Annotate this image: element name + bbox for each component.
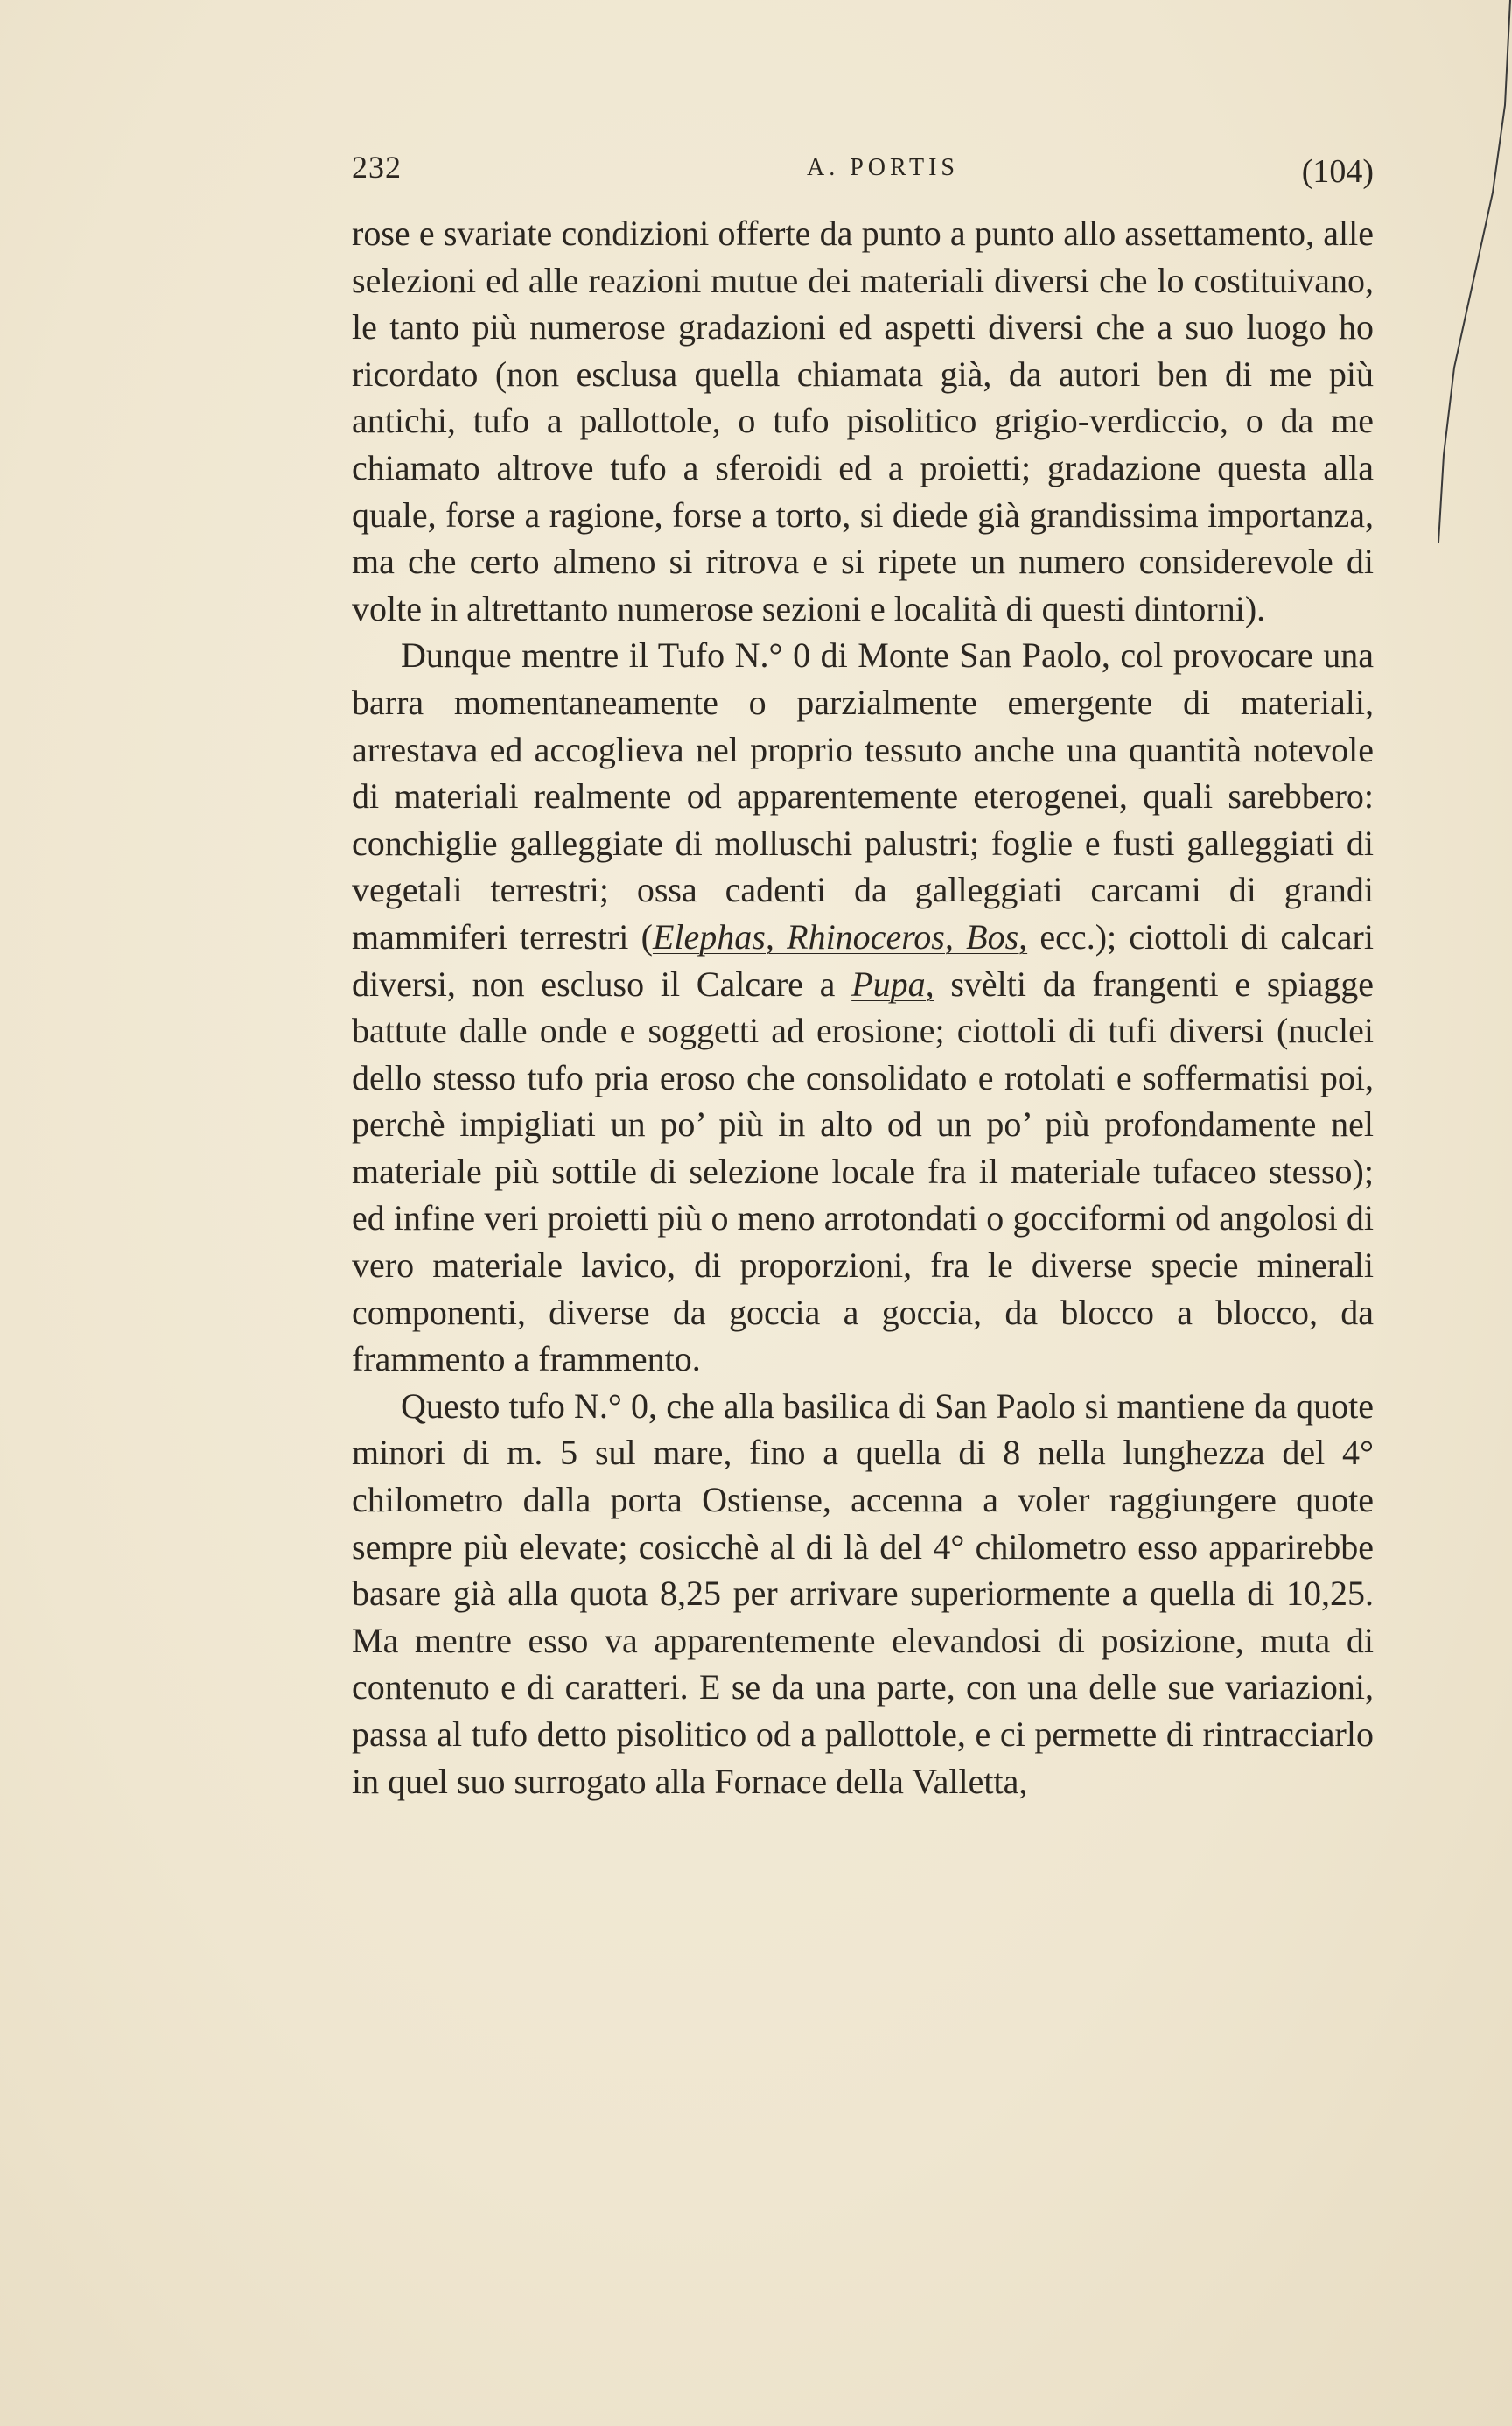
text-segment: rose e svariate condizioni offerte da punto a punto allo assettamento, alle selezioni ed alle reazioni mutue dei materiali diversi che lo costituivano, le tanto più numerose gradazioni ed aspetti diversi che a suo luogo ho ricordato (non esclusa quella chiamata già, da autori ben di me più antichi, tufo a pallottole, o tufo pisolitico grigio-verdiccio, o da me chiamato altrove tufo a sferoidi ed a proietti; gradazione questa alla quale, forse a ragione, forse a torto, si diede già grandissima importanza, ma che certo almeno si ritrova e si ripete un numero considerevole di volte in altrettanto numerose sezioni e località di questi dintorni). — [352, 214, 1374, 628]
page-number: 232 — [352, 150, 402, 185]
page-edge-line — [1390, 0, 1512, 2426]
text-segment: Questo tufo N.° 0, che alla basilica di San Paolo si mantiene da quote minori di m. 5 sul mare, fino a quella di 8 nella lunghezza del 4° chilometro dalla porta Ostiense, accenna a voler raggiungere quote sempre più elevate; cosicchè al di là del 4° chilometro esso apparirebbe basare già alla quota 8,25 per arrivare superiormente a quella di 10,25. Ma mentre esso va apparentemente elevandosi di posizione, muta di contenuto e di caratteri. E se da una parte, con una delle sue variazioni, passa al tufo detto pisolitico od a pallottole, e ci permette di rintracciarlo in quel suo surrogato alla Fornace della Valletta, — [352, 1385, 1374, 1801]
paragraph — [352, 210, 1374, 632]
paragraph — [352, 632, 1374, 1383]
italic-term: Pupa, — [851, 964, 934, 1004]
section-number: (104) — [1301, 153, 1374, 190]
body-text — [352, 210, 1374, 1805]
running-title: A. PORTIS — [807, 154, 960, 181]
page-header — [352, 149, 1374, 201]
italic-term: Elephas, Rhinoceros, Bos, — [652, 916, 1028, 957]
text-segment: svèlti da frangenti e spiagge battute dalle onde e soggetti ad erosione; ciottoli di tufi diversi (nuclei dello stesso tufo pria eroso che consolidato e rotolati e soffermatisi poi, perchè impigliati un po’ più in alto od un po’ più profondamente nel materiale più sottile di selezione locale fra il materiale tufaceo stesso); ed infine veri proietti più o meno arrotondati o gocciformi od angolosi di vero materiale lavico, di proporzioni, fra le diverse specie minerali componenti, diverse da goccia a goccia, da blocco a blocco, da frammento a frammento. — [352, 964, 1375, 1379]
text-segment: Dunque mentre il Tufo N.° 0 di Monte San Paolo, col provocare una barra momentaneamente o parzialmente emergente di materiali, arrestava ed accoglieva nel proprio tessuto anche una quantità notevole di materiali realmente od apparentemente eterogenei, quali sarebbero: conchiglie galleggiate di molluschi palustri; foglie e fusti galleggiati di vegetali terrestri; ossa cadenti da galleggiati carcami di grandi mammiferi terrestri ( — [352, 635, 1374, 957]
text-segment: ecc.); ciottoli di calcari diversi, non escluso il Calcare a — [352, 916, 1374, 1004]
paragraph — [352, 1383, 1374, 1805]
